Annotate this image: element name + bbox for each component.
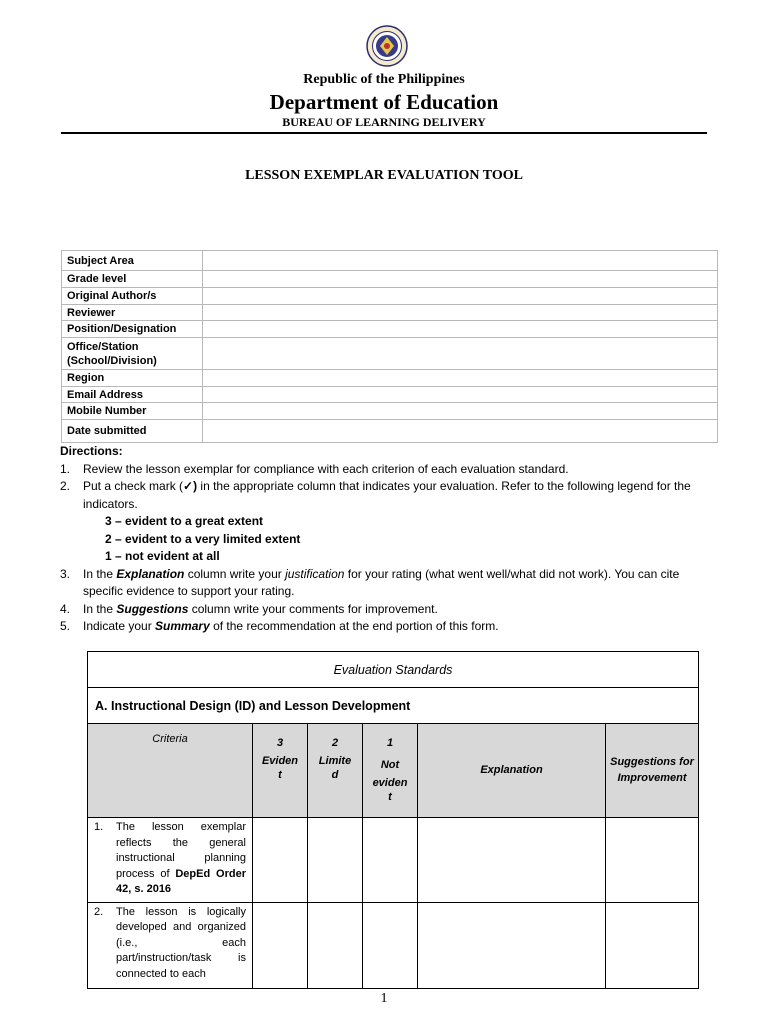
table-row bbox=[62, 370, 718, 387]
field-label bbox=[62, 338, 203, 370]
office-station-field[interactable] bbox=[203, 338, 718, 370]
evaluation-table bbox=[87, 651, 699, 989]
suggestions-cell[interactable] bbox=[606, 902, 699, 988]
rating-2-cell[interactable] bbox=[308, 902, 363, 988]
legend-item: 1 – not evident at all bbox=[105, 549, 220, 563]
explanation-cell[interactable] bbox=[418, 818, 606, 903]
department-name: Department of Education bbox=[269, 90, 499, 114]
list-item: 4. In the Suggestions column write your comments for improvement. bbox=[60, 601, 438, 616]
suggestions-header: Suggestions for Improvement bbox=[606, 724, 699, 818]
field-label: Region bbox=[62, 370, 203, 387]
criterion-number: 1. bbox=[94, 821, 104, 833]
table-row bbox=[62, 305, 718, 321]
table-row bbox=[88, 652, 699, 688]
table-row bbox=[88, 688, 699, 724]
field-label: Mobile Number bbox=[62, 403, 203, 420]
field-label: Date submitted bbox=[62, 420, 203, 443]
field-label: Position/Designation bbox=[62, 321, 203, 338]
region-field[interactable] bbox=[203, 370, 718, 387]
page-number: 1 bbox=[380, 991, 388, 1006]
table-row bbox=[62, 338, 718, 370]
explanation-cell[interactable] bbox=[418, 902, 606, 988]
deped-seal-logo bbox=[366, 25, 408, 67]
bureau-name: BUREAU OF LEARNING DELIVERY bbox=[282, 115, 486, 129]
list-item: 3. In the Explanation column write your justification for your rating (what went well/what did not work). You can cite specific evidence to support your rating. bbox=[60, 566, 680, 598]
suggestions-cell[interactable] bbox=[606, 818, 699, 903]
rating-1-header: 1 Not eviden t bbox=[363, 724, 418, 818]
criterion-text: The lesson exemplar reflects the general instructional planning process of bbox=[116, 821, 246, 880]
list-item: 1. Review the lesson exemplar for compliance with each criterion of each evaluation standard. bbox=[60, 461, 569, 476]
grade-level-field[interactable] bbox=[203, 271, 718, 288]
rating-1-cell[interactable] bbox=[363, 902, 418, 988]
country-name: Republic of the Philippines bbox=[303, 72, 465, 87]
directions-list bbox=[60, 566, 720, 636]
table-header-row bbox=[88, 724, 699, 818]
rating-2-cell[interactable] bbox=[308, 818, 363, 903]
email-field[interactable] bbox=[203, 387, 718, 403]
criterion-cell bbox=[88, 818, 253, 903]
table-row bbox=[62, 387, 718, 403]
criterion-cell bbox=[88, 902, 253, 988]
criterion-number: 2. bbox=[94, 905, 104, 918]
directions-heading: Directions: bbox=[60, 444, 123, 458]
table-row bbox=[62, 403, 718, 420]
legend-item: 2 – evident to a very limited extent bbox=[105, 531, 301, 546]
header-divider bbox=[61, 132, 707, 134]
section-a-title: A. Instructional Design (ID) and Lesson Development bbox=[88, 688, 699, 724]
field-label-line: Office/Station bbox=[67, 340, 139, 353]
rating-2-header: 2 Limite d bbox=[308, 724, 363, 818]
table-row bbox=[88, 818, 699, 903]
rating-1-cell[interactable] bbox=[363, 818, 418, 903]
directions-list bbox=[60, 461, 720, 514]
field-label: Original Author/s bbox=[62, 288, 203, 305]
table-row bbox=[62, 420, 718, 443]
field-label: Email Address bbox=[62, 387, 203, 403]
date-submitted-field[interactable] bbox=[203, 420, 718, 443]
legend-item: 3 – evident to a great extent bbox=[105, 514, 264, 528]
field-label: Reviewer bbox=[62, 305, 203, 321]
rating-3-cell[interactable] bbox=[253, 818, 308, 903]
directions bbox=[60, 443, 720, 636]
rating-3-header: 3 Eviden t bbox=[253, 724, 308, 818]
table-row bbox=[62, 321, 718, 338]
table-row bbox=[62, 251, 718, 271]
list-item: 2. Put a check mark (✓) in the appropriate column that indicates your evaluation. Refer to the following legend for the indicators. bbox=[60, 479, 691, 511]
criterion-reference: DepEd Order 42, s. 2016 bbox=[116, 867, 246, 895]
table-row bbox=[62, 288, 718, 305]
table-row bbox=[88, 902, 699, 988]
rating-3-cell[interactable] bbox=[253, 902, 308, 988]
subject-area-field[interactable] bbox=[203, 251, 718, 271]
original-authors-field[interactable] bbox=[203, 288, 718, 305]
field-label: Grade level bbox=[62, 271, 203, 288]
list-item: 5. Indicate your Summary of the recommendation at the end portion of this form. bbox=[60, 619, 499, 633]
field-label-line: (School/Division) bbox=[67, 354, 157, 367]
field-label: Subject Area bbox=[62, 251, 203, 271]
evaluation-standards-title: Evaluation Standards bbox=[88, 652, 699, 688]
position-field[interactable] bbox=[203, 321, 718, 338]
criterion-text: The lesson is logically developed and organized (i.e., each part/instruction/task is connected to each bbox=[116, 905, 246, 980]
info-table bbox=[61, 250, 718, 443]
document-title: LESSON EXEMPLAR EVALUATION TOOL bbox=[245, 168, 523, 183]
reviewer-field[interactable] bbox=[203, 305, 718, 321]
table-row bbox=[62, 271, 718, 288]
criteria-header: Criteria bbox=[88, 724, 253, 818]
explanation-header: Explanation bbox=[418, 724, 606, 818]
mobile-number-field[interactable] bbox=[203, 403, 718, 420]
